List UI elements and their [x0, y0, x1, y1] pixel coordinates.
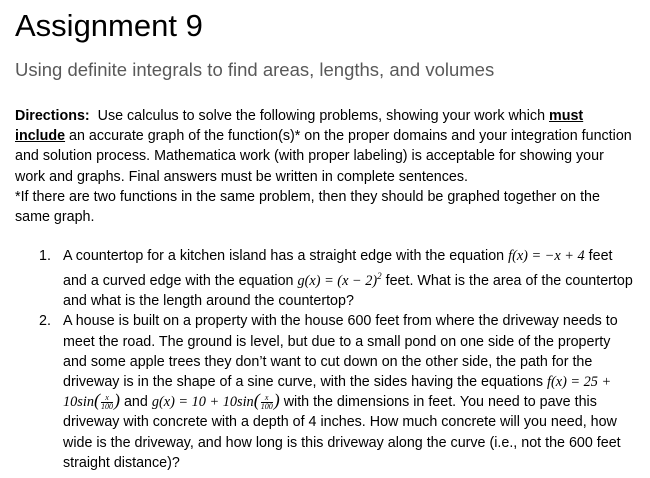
directions-emphasis-must: must: [549, 108, 584, 124]
problem-text: A house is built on a property with the house 600 feet from where the driveway needs to meet the road. The ground is level, but due to a small pond on one side of the property and some apple trees they don’t want to cut down on the other side, the path for the driveway is in the shape of a sine curve, with the sides having the equations: [63, 313, 618, 390]
directions-note: *If there are two functions in the same problem, then they should be graphed together on the same graph.: [15, 188, 600, 226]
equation-f: f(x) = 25 + 10sin( $\frac{x}{100}$ ): [63, 373, 612, 412]
problem-list: [15, 246, 635, 473]
directions-emphasis-include: include: [15, 128, 66, 145]
directions-text-1: Use calculus to solve the following problems, showing your work which: [97, 108, 546, 124]
problem-text: A countertop for a kitchen island has a straight edge with the equation: [63, 248, 505, 264]
fraction: $\frac{x}{100}$: [100, 393, 113, 412]
problem-text: and a curved edge with the equation: [63, 272, 294, 289]
problem-item: [15, 311, 635, 473]
directions-paragraph: [15, 106, 637, 227]
equation-f: f(x) = −x + 4: [508, 248, 585, 264]
fraction: $\frac{x}{100}$: [260, 393, 273, 412]
equation-g: g(x) = 10 + 10sin( $\frac{x}{100}$ ): [151, 390, 280, 412]
page-subtitle: Using definite integrals to find areas, lengths, and volumes: [15, 59, 495, 80]
problem-item: [15, 246, 635, 311]
problem-text: with the dimensions in feet. You need to pave this driveway with concrete with a depth of 4 inches. How much concrete will you need, how wide is the driveway, and how long is this driveway along the curve (i.e., not the 600 feet straight distance)?: [63, 394, 621, 471]
problem-text: and: [123, 394, 148, 411]
problem-text: feet: [588, 248, 613, 264]
problem-text: feet. What is the area of the countertop and what is the length around the countertop?: [63, 272, 633, 310]
page-title: Assignment 9: [15, 8, 203, 43]
directions-label: Directions:: [15, 108, 90, 124]
problem-number: 2.: [39, 313, 51, 330]
equation-g-exponent: 2: [377, 271, 382, 282]
directions-text-2: an accurate graph of the function(s)* on the proper domains and your integration function and solution process. Mathematica work (with proper labeling) is acceptable for showing your work and graphs. Final answers must be written in complete sentences.: [15, 128, 632, 185]
equation-g: $g(x) = (x - 2)^2$: [297, 271, 382, 289]
problem-number: 1.: [39, 248, 51, 264]
